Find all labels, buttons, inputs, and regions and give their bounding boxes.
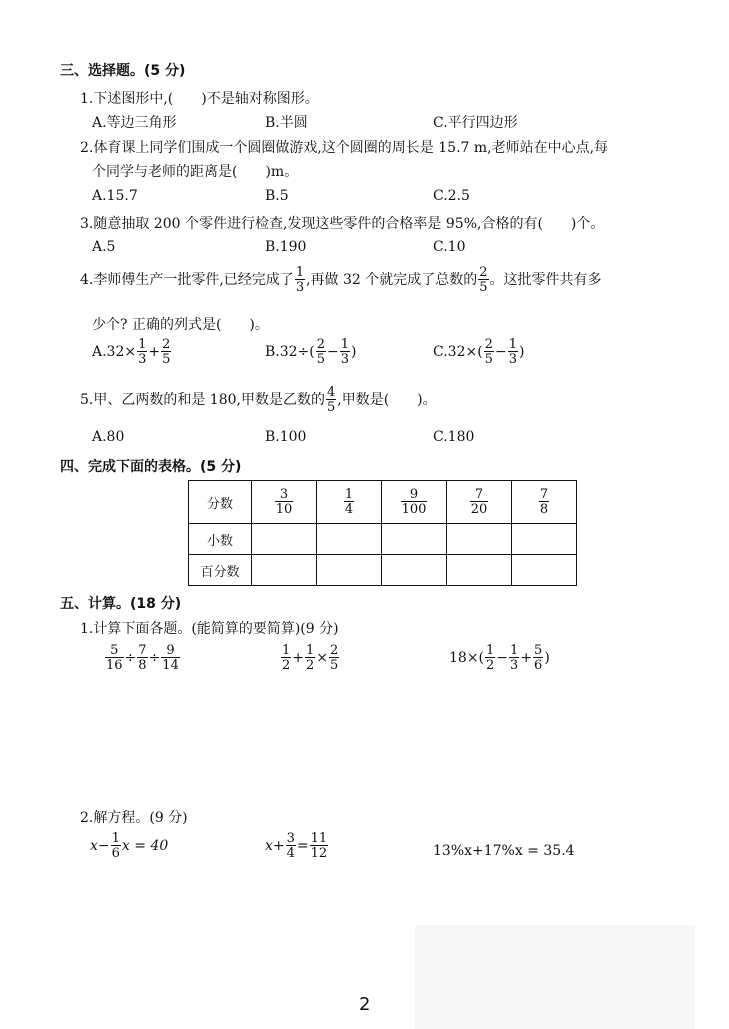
question-4-line-2: 少个? 正确的列式是( )。 (92, 317, 269, 333)
calc-expression-3: 18×( $\frac{1}{2}$ − $\frac{1}{3}$ + $\frac{5}{6}$ ) (449, 643, 550, 673)
question-1: 1.下述图形中,( )不是轴对称图形。 (80, 91, 319, 107)
calc-expression-2: $\frac{1}{2}$ + $\frac{1}{2}$ × $\frac{2}{5}$ (282, 643, 339, 673)
q3-option-b: B.190 (265, 239, 307, 255)
question-2-line-2: 个同学与老师的距离是( )m。 (92, 164, 299, 180)
answer-cell[interactable] (512, 524, 577, 555)
row-label-decimal: 小数 (189, 524, 252, 555)
q4-fraction-1: $\frac{1}{3}$ (295, 265, 305, 295)
question-4-line-1 (80, 266, 602, 294)
question-2-line-1: 2.体育课上同学们围成一个圆圈做游戏,这个圆圈的周长是 15.7 m,老师站在中心点,每 (80, 140, 609, 156)
equation-1: x− $\frac{1}{6}$ x = 40 (90, 831, 169, 861)
answer-cell[interactable] (252, 524, 317, 555)
answer-cell[interactable] (447, 555, 512, 586)
fraction-cell: $\frac{7}{8}$ (512, 481, 577, 524)
q4-option-b: B.32÷( $\frac{2}{5}$ − $\frac{1}{3}$ ) (265, 337, 357, 367)
q1-option-b: B.半圆 (265, 115, 308, 131)
q4-option-c: C.32×( $\frac{2}{5}$ − $\frac{1}{3}$ ) (433, 337, 525, 367)
section-5-title: 五、计算。(18 分) (60, 596, 182, 612)
answer-cell[interactable] (252, 555, 317, 586)
question-5: 5.甲、乙两数的和是 180,甲数是乙数的 $\frac{4}{5}$ ,甲数是( )。 (80, 385, 437, 415)
row-label-percent: 百分数 (189, 555, 252, 586)
section-3-title: 三、选择题。(5 分) (60, 63, 186, 79)
equation-2: x+ $\frac{3}{4}$ = $\frac{11}{12}$ (265, 831, 328, 861)
q4-fraction-2: $\frac{2}{5}$ (479, 265, 488, 295)
q1-option-a: A.等边三角形 (92, 115, 177, 131)
section-5-sub-1: 1.计算下面各题。(能简算的要简算)(9 分) (80, 621, 339, 637)
calc-expression-1: $\frac{5}{16}$ ÷ $\frac{7}{8}$ ÷ $\frac{9}{14}$ (106, 643, 179, 673)
page-number: 2 (359, 994, 371, 1015)
table-row-percent (189, 555, 577, 586)
question-3: 3.随意抽取 200 个零件进行检查,发现这些零件的合格率是 95%,合格的有( )个。 (80, 216, 605, 232)
q2-option-c: C.2.5 (433, 188, 470, 204)
table-row-decimal (189, 524, 577, 555)
section-5-sub-2: 2.解方程。(9 分) (80, 810, 188, 826)
q3-option-a: A.5 (92, 239, 116, 255)
q2-option-a: A.15.7 (92, 188, 138, 204)
answer-cell[interactable] (512, 555, 577, 586)
q2-option-b: B.5 (265, 188, 289, 204)
table-row-fraction (189, 481, 577, 524)
q4-text-2: ,再做 32 个就完成了总数的 (306, 272, 478, 288)
q4-option-a: A.32× $\frac{1}{3}$ + $\frac{2}{5}$ (92, 337, 171, 367)
answer-cell[interactable] (317, 524, 382, 555)
answer-cell[interactable] (382, 524, 447, 555)
q5-fraction: $\frac{4}{5}$ (326, 385, 336, 415)
q5-option-c: C.180 (433, 429, 475, 445)
q4-text-1: 4.李师傅生产一批零件,已经完成了 (80, 272, 294, 288)
answer-cell[interactable] (447, 524, 512, 555)
q5-option-a: A.80 (92, 429, 125, 445)
q4-text-3: 。这批零件共有多 (489, 272, 602, 288)
fraction-cell: $\frac{9}{100}$ (382, 481, 447, 524)
scan-shadow (415, 925, 695, 1029)
section-4-title: 四、完成下面的表格。(5 分) (60, 459, 242, 475)
q5-option-b: B.100 (265, 429, 307, 445)
fraction-cell: $\frac{3}{10}$ (252, 481, 317, 524)
answer-cell[interactable] (317, 555, 382, 586)
row-label-fraction: 分数 (189, 481, 252, 524)
equation-3: 13%x+17%x = 35.4 (433, 843, 575, 859)
answer-cell[interactable] (382, 555, 447, 586)
fraction-cell: $\frac{7}{20}$ (447, 481, 512, 524)
conversion-table (188, 480, 577, 586)
q1-option-c: C.平行四边形 (433, 115, 518, 131)
q3-option-c: C.10 (433, 239, 466, 255)
fraction-cell: $\frac{1}{4}$ (317, 481, 382, 524)
